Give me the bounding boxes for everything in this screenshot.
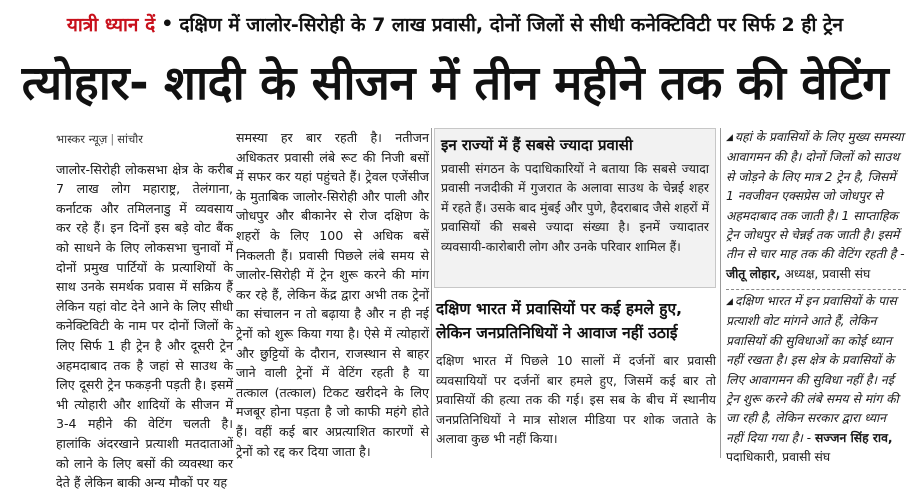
headline: त्योहार- शादी के सीजन में तीन महीने तक की वेटिंग bbox=[21, 56, 889, 111]
column-divider bbox=[720, 128, 721, 458]
quote-2-role: पदाधिकारी, प्रवासी संघ bbox=[726, 450, 831, 465]
quote-divider bbox=[726, 289, 906, 290]
info-box bbox=[434, 128, 716, 288]
section-heading-line-1: दक्षिण भारत में प्रवासियों पर कई हमले हुए, bbox=[436, 300, 682, 318]
quote-2 bbox=[726, 292, 906, 465]
quote-1-speaker: जीतू लोहार, bbox=[726, 266, 781, 281]
section-text: दक्षिण भारत में पिछले 10 सालों में दर्जनों बार प्रवासी व्यवसायियों पर दर्जनों बार हमले हुए, जिसमें कई बार तो प्रवासियों की हत्या तक की गई। इस सब के बीच में स्थानीय जनप्रतिनिधियों ने मात्र सोशल मीडिया पर शोक जताते के अलावा कुछ भी नहीं किया। bbox=[436, 353, 716, 447]
byline-place: सांचौर bbox=[117, 132, 143, 146]
byline-agency: भास्कर न्यूज़ bbox=[56, 132, 108, 146]
quote-2-text: दक्षिण भारत में इन प्रवासियों के पास प्रत्याशी वोट मांगने आते हैं, लेकिन प्रवासियों की सुविधाओं का कोई ध्यान नहीं रखता है। इस क्षेत्र के प्रवासियों के लिए आवागमन की सुविधा नहीं है। नई ट्रेन शुरू करने की लंबे समय से मांग की जा रही है, लेकिन सरकार द्वारा ध्यान नहीं दिया गया है। - bbox=[726, 294, 899, 445]
bullet-separator: • bbox=[161, 13, 174, 35]
article-column-1 bbox=[56, 128, 233, 491]
quote-1 bbox=[726, 128, 906, 288]
section-heading bbox=[436, 297, 716, 349]
column-2-text: समस्या हर बार रहती है। नतीजन अधिकतर प्रवासी लंबे रूट की निजी बसों में सफर कर यहां पहुंचते हैं। ट्रेवल एजेंसीज के मुताबिक जालोर-सिरोही और पाली और जोधपुर और बीकानेर से रोज दक्षिण के शहरों के लिए 100 से अधिक बसें निकलती हैं। प्रवासी पिछले लंबे समय से जालोर-सिरोही में ट्रेन शुरू करने की मांग कर रहे हैं, लेकिन केंद्र द्वारा अभी तक ट्रेनों का संचालन न तो बढ़ाया है और न ही नई ट्रेनों को शुरू किया गया है। ऐसे में त्योहारों और छुट्टियों के दौरान, राजस्थान से बाहर जाने वाली ट्रेनों में वेटिंग रहती है या तत्काल (तत्काल) टिकट खरीदने के लिए मजबूर होना पड़ता है जो काफी महंगे होते हैं। वहीं कई बार अप्रत्याशित कारणों से ट्रेनों को रद्द कर दिया जाता है। bbox=[236, 130, 429, 459]
subhead: दक्षिण में जालोर-सिरोही के 7 लाख प्रवासी, दोनों जिलों से सीधी कनेक्टिविटी पर सिर्फ 2 ही ट्रेन bbox=[179, 14, 844, 36]
column-1-text: जालोर-सिरोही लोकसभा क्षेत्र के करीब 7 लाख लोग महाराष्ट्र, तेलंगाना, कर्नाटक और तमिलनाडु में व्यवसाय कर रहे हैं। इन दिनों इस बड़े वोट बैंक को साधने के लिए लोकसभा चुनावों में दोनों प्रमुख पार्टियों के प्रत्याशियों के साथ उनके समर्थक प्रवास में सक्रिय हैं लेकिन यहां वोट देने आने के लिए सीधी कनेक्टिविटी के नाम पर दोनों जिलों के लिए सिर्फ 1 ही ट्रेन है और दूसरी ट्रेन अहमदाबाद तक है जहां से साउथ के लिए दूसरी ट्रेन फकड़नी पड़ती है। इसमें भी त्योहारी और शादियों के सीजन में 3-4 महीने की वेटिंग चलती है। हालांकि अंदरखाने प्रत्याशी मतदाताओं को लाने के लिए बसों की व्यवस्था कर देते हैं लेकिन बाकी अन्य मौकों पर यह bbox=[56, 161, 233, 491]
quote-1-role: अध्यक्ष, प्रवासी संघ bbox=[784, 266, 871, 281]
info-box-text: प्रवासी संगठन के पदाधिकारियों ने बताया कि सबसे ज्यादा प्रवासी नजदीकी में गुजरात के अलावा साउथ के चेन्नई शहर में रहते हैं। उसके बाद मुंबई और पुणे, हैदराबाद जैसे शहरों में प्रवासियों की सबसे ज्यादा संख्या है। इनमें ज्यादातर व्यवसायी-कारोबारी लोग और उनके परिवार शामिल हैं। bbox=[441, 161, 709, 254]
quote-marker-icon: ◢ bbox=[726, 297, 733, 307]
quote-1-text: यहां के प्रवासियों के लिए मुख्य समस्या आवागमन की है। दोनों जिलों को साउथ से जोड़ने के लिए मात्र 2 ट्रेन है, जिसमें 1 नवजीवन एक्सप्रेस जो जोधपुर से अहमदाबाद तक जाती है। 1 साप्ताहिक ट्रेन जोधपुर से चेन्नई तक जाती है। इसमें तीन से चार माह तक की वेटिंग रहती है - bbox=[726, 130, 905, 262]
article-column-2 bbox=[236, 128, 429, 458]
quote-marker-icon: ◢ bbox=[726, 133, 733, 143]
header-strip bbox=[0, 4, 910, 44]
byline-separator: | bbox=[110, 132, 115, 146]
section-heading-line-2: लेकिन जनप्रतिनिधियों ने आवाज नहीं उठाई bbox=[436, 324, 678, 342]
kicker-label: यात्री ध्यान दें bbox=[66, 14, 156, 36]
quote-2-speaker: सज्जन सिंह राव, bbox=[815, 430, 893, 445]
info-box-title: इन राज्यों में हैं सबसे ज्यादा प्रवासी bbox=[441, 136, 633, 154]
byline bbox=[56, 130, 233, 150]
column-divider bbox=[431, 128, 432, 458]
